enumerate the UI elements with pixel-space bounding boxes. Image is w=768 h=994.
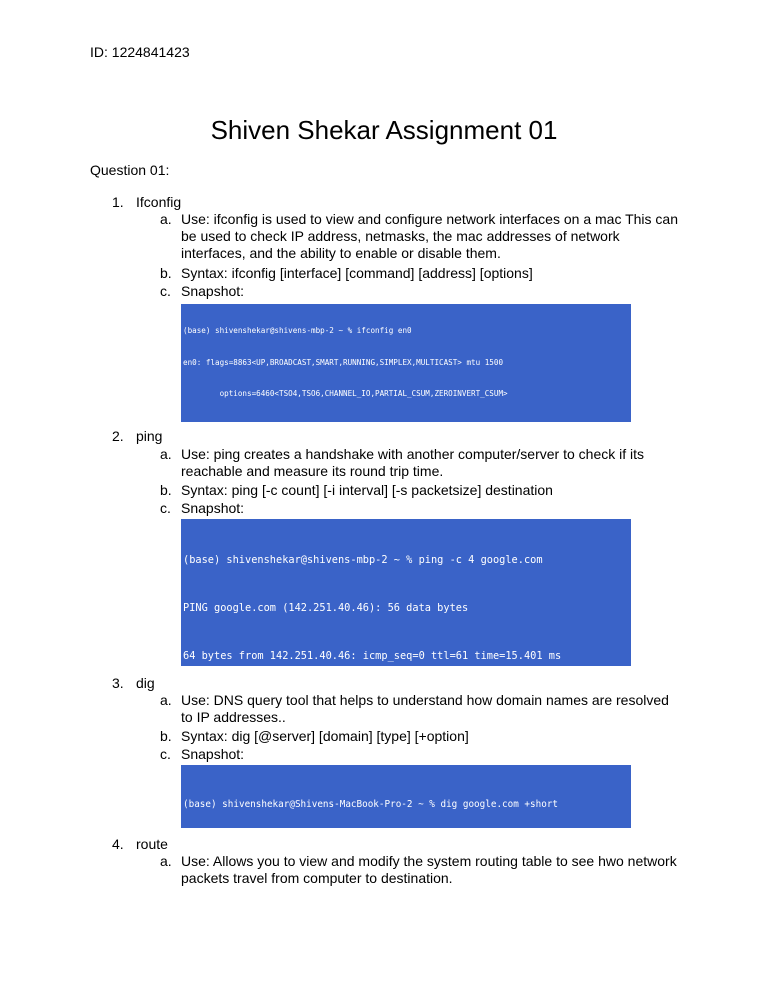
terminal-line: 64 bytes from 142.251.40.46: icmp_seq=0 ttl=61 time=15.401 ms (183, 650, 562, 662)
terminal-line: options=6460<TSO4,TSO6,CHANNEL_IO,PARTIAL_CSUM,ZEROINVERT_CSUM> (183, 389, 508, 398)
command-name: Ifconfig (136, 194, 182, 210)
snapshot-label: c. Snapshot: (160, 283, 245, 299)
list-number: 2. (112, 428, 124, 444)
command-name: route (136, 836, 168, 852)
syntax-line: b. Syntax: dig [@server] [domain] [type] [+option] (160, 728, 469, 744)
terminal-screenshot-ifconfig (181, 304, 631, 422)
command-name: dig (136, 675, 155, 691)
list-item-dig (112, 675, 155, 692)
document-id: ID: 1224841423 (90, 44, 190, 60)
terminal-line: PING google.com (142.251.40.46): 56 data bytes (183, 602, 469, 614)
terminal-line: en0: flags=8863<UP,BROADCAST,SMART,RUNNING,SIMPLEX,MULTICAST> mtu 1500 (183, 357, 504, 367)
use-description: a. Use: DNS query tool that helps to understand how domain names are resolved to IP addresses.. (160, 692, 669, 725)
terminal-screenshot-ping (181, 519, 631, 666)
list-item-route (112, 836, 168, 853)
command-name: ping (136, 428, 163, 444)
question-heading: Question 01: (90, 162, 170, 178)
use-description: a. Use: Allows you to view and modify the system routing table to see hwo network packets travel from computer to destination. (160, 853, 677, 886)
list-number: 3. (112, 675, 124, 691)
list-number: 1. (112, 194, 124, 210)
terminal-screenshot-dig (181, 765, 631, 828)
snapshot-label: c. Snapshot: (160, 500, 245, 516)
terminal-line (183, 421, 631, 423)
terminal-line: (base) shivenshekar@shivens-mbp-2 ~ % ifconfig en0 (183, 326, 412, 335)
snapshot-label: c. Snapshot: (160, 746, 245, 762)
list-number: 4. (112, 836, 124, 852)
syntax-line: b. Syntax: ping [-c count] [-i interval] [-s packetsize] destination (160, 482, 553, 498)
page-title: Shiven Shekar Assignment 01 (210, 115, 558, 145)
terminal-line: (base) shivenshekar@Shivens-MacBook-Pro-2 ~ % dig google.com +short (183, 799, 559, 810)
use-description: a. Use: ifconfig is used to view and configure network interfaces on a mac This can be used to check IP address, netmasks, the mac addresses of network interfaces, and the ability to enable or disable them. (160, 211, 678, 261)
list-item-ifconfig (112, 194, 181, 211)
use-description: a. Use: ping creates a handshake with another computer/server to check if its reachable and measure its round trip time. (160, 446, 645, 479)
terminal-line: (base) shivenshekar@shivens-mbp-2 ~ % ping -c 4 google.com (183, 554, 543, 566)
syntax-line: b. Syntax: ifconfig [interface] [command] [address] [options] (160, 265, 533, 281)
list-item-ping (112, 428, 162, 445)
